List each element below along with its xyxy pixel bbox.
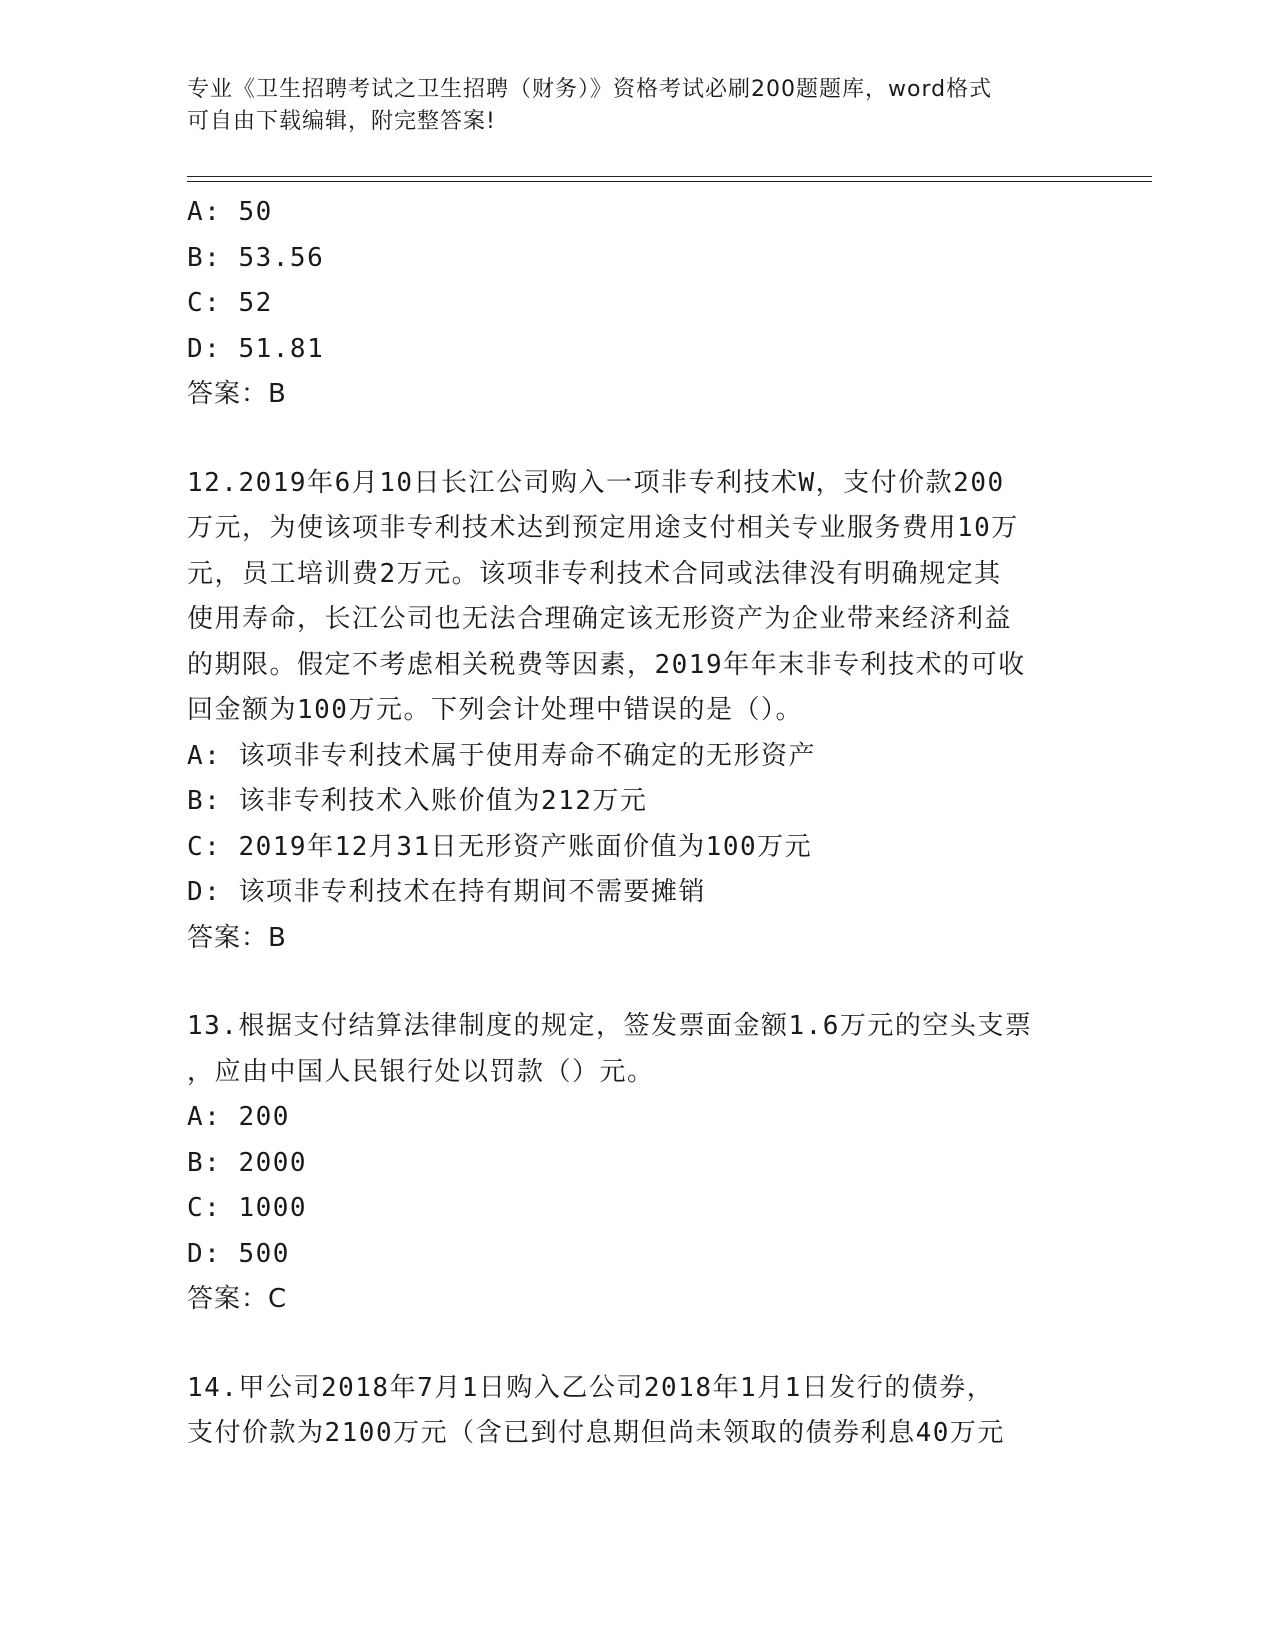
answer: 答案：C	[187, 1284, 288, 1314]
question-stem-line: 支付价款为2100万元（含已到付息期但尚未领取的债券利息40万元	[187, 1418, 1005, 1448]
question-stem-line: 14.甲公司2018年7月1日购入乙公司2018年1月1日发行的债券，	[187, 1372, 995, 1403]
header-line-2: 可自由下载编辑，附完整答案!	[187, 109, 496, 134]
option-b: B: 该非专利技术入账价值为212万元	[187, 786, 648, 816]
document-body	[187, 190, 1087, 1457]
option-a: A: 50	[187, 197, 273, 227]
option-a: A: 该项非专利技术属于使用寿命不确定的无形资产	[187, 740, 816, 771]
option-c: C: 2019年12月31日无形资产账面价值为100万元	[187, 831, 813, 862]
option-b: B: 2000	[187, 1147, 308, 1178]
question-12	[187, 461, 1087, 962]
question-stem-line: 万元，为使该项非专利技术达到预定用途支付相关专业服务费用10万	[187, 513, 1019, 543]
question-stem-line: 的期限。假定不考虑相关税费等因素，2019年年末非专利技术的可收	[187, 649, 1026, 680]
question-stem-line: 13.根据支付结算法律制度的规定，签发票面金额1.6万元的空头支票	[187, 1011, 1033, 1041]
option-a: A: 200	[187, 1102, 290, 1132]
option-d: D: 51.81	[187, 333, 325, 364]
question-stem-line: 12.2019年6月10日长江公司购入一项非专利技术W，支付价款200	[187, 467, 1005, 498]
document-header	[187, 74, 1067, 138]
option-c: C: 1000	[187, 1193, 308, 1223]
option-d: D: 该项非专利技术在持有期间不需要摊销	[187, 877, 706, 907]
header-rule-bottom	[187, 181, 1152, 182]
question-stem-line: 元，员工培训费2万元。该项非专利技术合同或法律没有明确规定其	[187, 558, 1002, 589]
header-line-1: 专业《卫生招聘考试之卫生招聘（财务）》资格考试必刷200题题库，word格式	[187, 77, 993, 102]
answer: 答案：B	[187, 379, 287, 409]
question-stem-line: ，应由中国人民银行处以罚款（）元。	[187, 1056, 655, 1087]
question-13	[187, 1004, 1087, 1323]
question-stem-line: 使用寿命，长江公司也无法合理确定该无形资产为企业带来经济利益	[187, 604, 1013, 634]
header-rule-top	[187, 176, 1152, 177]
question-stem-line: 回金额为100万元。下列会计处理中错误的是（）。	[187, 695, 803, 725]
question-14	[187, 1366, 1087, 1457]
option-c: C: 52	[187, 288, 273, 318]
answer: 答案：B	[187, 922, 287, 953]
question-11	[187, 190, 1087, 418]
option-b: B: 53.56	[187, 242, 325, 273]
option-d: D: 500	[187, 1238, 290, 1269]
